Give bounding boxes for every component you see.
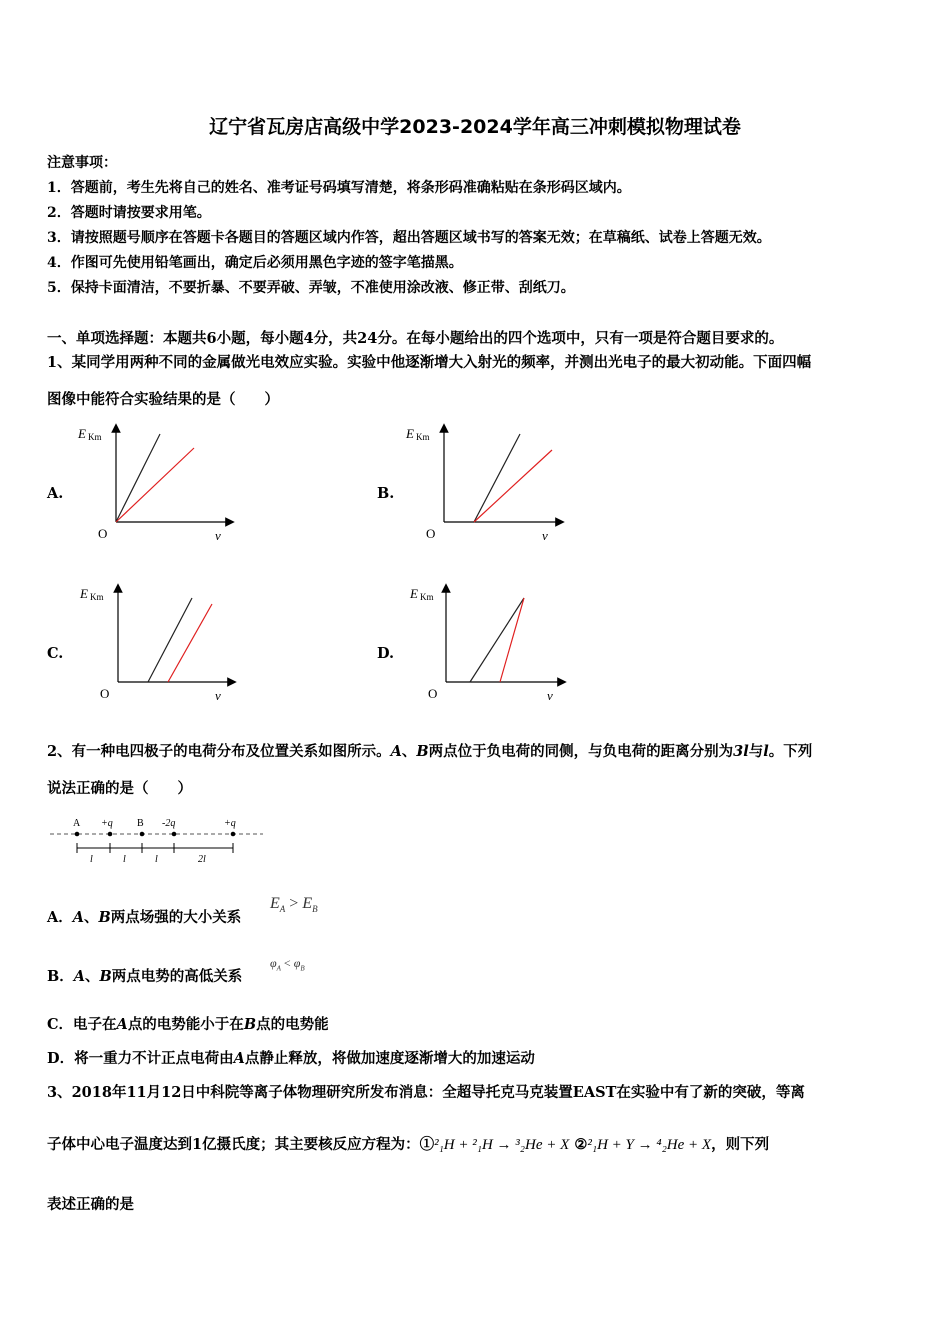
point-a-dot <box>75 832 80 837</box>
y-axis-label: E <box>78 426 86 441</box>
charge-2-dot <box>172 832 177 837</box>
q2-option-b-math: $\varphi_A < \varphi_B$ <box>270 956 305 973</box>
q1-option-d-label: D. <box>377 645 395 662</box>
graph-b <box>400 420 580 550</box>
y-axis-sub: Km <box>420 592 434 602</box>
black-line <box>148 598 192 682</box>
x-axis-label: ν <box>215 528 221 543</box>
q2-line1: 2、有一种电四极子的电荷分布及位置关系如图所示。A、B两点位于负电荷的同侧，与负电荷的距离分别为3l与l。下列 <box>47 743 813 760</box>
q1-line1: 1、某同学用两种不同的金属做光电效应实验。实验中他逐渐增大入射光的频率，并测出光电子的最大初动能。下面四幅 <box>47 354 812 371</box>
y-axis-sub: Km <box>90 592 104 602</box>
distance-2: l <box>123 854 126 865</box>
note-item-5: 5．保持卡面清洁，不要折暴、不要弄破、弄皱，不准使用涂改液、修正带、刮纸刀。 <box>47 280 575 296</box>
x-axis-label: ν <box>215 688 221 703</box>
y-axis-label: E <box>406 426 414 441</box>
charge-1-label: +q <box>101 818 113 829</box>
red-line <box>116 448 194 522</box>
distance-3: l <box>155 854 158 865</box>
page-title: 辽宁省瓦房店高级中学2023-2024学年高三冲刺模拟物理试卷 <box>209 116 741 138</box>
q3-line1: 3、2018年11月12日中科院等离子体物理研究所发布消息：全超导托克马克装置EAST在实验中有了新的突破，等离 <box>47 1084 805 1101</box>
q3-line2: 子体中心电子温度达到1亿摄氏度；其主要核反应方程为：①²₁H + ²₁H → ³₂He + X ②²₁H + Y → ⁴₂He + X，则下列 <box>47 1136 770 1153</box>
graph-c <box>72 580 252 710</box>
y-axis-sub: Km <box>416 432 430 442</box>
reaction-equation-2: ²₁H + Y → ⁴₂He + X <box>587 1137 712 1153</box>
origin-label: O <box>428 686 438 701</box>
q2-option-b: B．A、B两点电势的高低关系 <box>47 968 243 985</box>
q1-option-b-label: B. <box>377 485 395 502</box>
q2-option-a: A．A、B两点场强的大小关系 <box>47 909 242 926</box>
quadrupole-diagram <box>48 812 268 868</box>
q1-option-c-label: C. <box>47 645 64 662</box>
point-b-dot <box>140 832 145 837</box>
origin-label: O <box>426 526 436 541</box>
note-item-1: 1．答题前，考生先将自己的姓名、准考证号码填写清楚，将条形码准确粘贴在条形码区域内。 <box>47 180 631 196</box>
origin-label: O <box>100 686 110 701</box>
distance-1: l <box>90 854 93 865</box>
q2-option-a-math: $E_A > E_B$ <box>270 895 318 915</box>
black-line <box>474 434 520 522</box>
q2-line2: 说法正确的是（ ） <box>47 780 192 797</box>
y-axis-sub: Km <box>88 432 102 442</box>
graph-d <box>404 580 584 710</box>
graph-a <box>70 420 250 550</box>
distance-4: 2l <box>198 854 206 865</box>
section-heading: 一、单项选择题：本题共6小题，每小题4分，共24分。在每小题给出的四个选项中，只有一项是符合题目要求的。 <box>47 330 784 347</box>
x-axis-label: ν <box>547 688 553 703</box>
charge-1-dot <box>108 832 113 837</box>
note-item-2: 2．答题时请按要求用笔。 <box>47 205 211 221</box>
q2-option-c: C．电子在A点的电势能小于在B点的电势能 <box>47 1016 329 1033</box>
charge-3-label: +q <box>224 818 236 829</box>
red-line <box>500 598 524 682</box>
red-line <box>168 604 212 682</box>
note-item-3: 3．请按照题号顺序在答题卡各题目的答题区域内作答，超出答题区域书写的答案无效；在草稿纸、试卷上答题无效。 <box>47 230 771 246</box>
q1-line2: 图像中能符合实验结果的是（ ） <box>47 391 279 408</box>
q1-option-a-label: A. <box>47 485 64 502</box>
circle-2: ② <box>574 1136 588 1153</box>
x-axis-label: ν <box>542 528 548 543</box>
black-line <box>470 598 524 682</box>
red-line <box>474 450 552 522</box>
note-item-4: 4．作图可先使用铅笔画出，确定后必须用黑色字迹的签字笔描黑。 <box>47 255 463 271</box>
q3-line3: 表述正确的是 <box>47 1196 134 1213</box>
point-b-label: B <box>137 818 144 829</box>
point-a-label: A <box>73 818 81 829</box>
notes-heading: 注意事项： <box>47 155 117 171</box>
origin-label: O <box>98 526 108 541</box>
reaction-equation-1: ²₁H + ²₁H → ³₂He + X <box>434 1137 570 1153</box>
charge-3-dot <box>231 832 236 837</box>
y-axis-label: E <box>80 586 88 601</box>
black-line <box>116 434 160 522</box>
y-axis-label: E <box>410 586 418 601</box>
q2-option-d: D．将一重力不计正点电荷由A点静止释放，将做加速度逐渐增大的加速运动 <box>47 1050 535 1067</box>
charge-2-label: -2q <box>162 818 176 829</box>
